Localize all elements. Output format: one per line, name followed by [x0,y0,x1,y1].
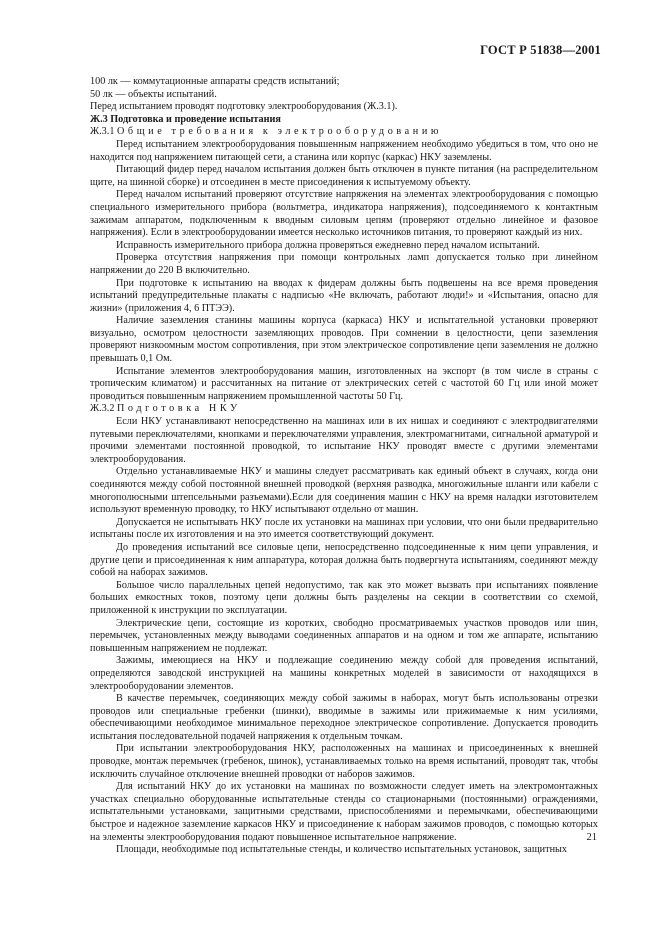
paragraph: Наличие заземления станины машины корпуса (каркаса) НКУ и испытательной установки проверяют визуально, осмотром целостности заземляющих проводов. При сомнении в целостности, цепи заземления проверяют низкоомным мостом сопротивления, при этом электрическое сопротивление цепи заземления не должно превышать 0,1 Ом. [90,315,598,365]
document-header: ГОСТ Р 51838—2001 [480,43,601,57]
paragraph: Если НКУ устанавливают непосредственно на машинах или в их нишах и соединяют с электродвигателями путевыми переключателями, кнопками и переключателями управления, электромагнитами, сигнальной арматурой и прочими элементами постоянной проводкой, то испытание НКУ проводят вместе с другими элементами электрооборудования. [90,416,598,465]
subsection-number: Ж.3.1 [90,126,117,138]
subsection-heading [90,126,598,139]
paragraph: Перед испытанием проводят подготовку электрооборудования (Ж.3.1). [90,101,398,113]
subsection-number: Ж.3.2 [90,403,117,415]
paragraph: В качестве перемычек, соединяющих между собой зажимы в наборах, могут быть использованы отрезки проводов или специальные гребенки (шинки), вводимые в зажимы или прижимаемые к ним усилиями, обеспечивающими необходимое минимальное переходное электрическое сопротивление. Допускается проводить испытания последовательной подачей напряжения к отдельным точкам. [90,693,598,742]
subsection-title: Подготовка НКУ [116,403,241,415]
section-heading: Ж.3 Подготовка и проведение испытания [90,113,281,125]
subsection-title: Общие требования к электрооборудованию [116,126,443,138]
paragraph: Площади, необходимые под испытательные стенды, и количество испытательных установок, защитных [116,844,567,856]
paragraph: Питающий фидер перед началом испытания должен быть отключен в пункте питания (на распределительном щите, на шинной сборке) и отсоединен в месте присоединения к испытуемому объекту. [90,164,598,188]
paragraph: Для испытаний НКУ до их установки на машинах по возможности следует иметь на электромонтажных участках специально оборудованные испытательные стенды со стационарными (постоянными) ограждениями, испытательными установками, защитными средствами, приспособлениями и перемычками, обеспечивающими быстрое и надежное заземление каркасов НКУ и присоединение к наборам зажимов проводов, с помощью которых на элементы электрооборудования подают повышенное испытательное напряжение. [90,781,598,843]
subsection-heading [90,403,598,416]
paragraph: При испытании электрооборудования НКУ, расположенных на машинах и присоединенных к внешней проводке, монтаж перемычек (гребенок, шинок), устанавливаемых только на время испытаний, проводят так, чтобы исключить случайное отключение внешней проводки от наборов зажимов. [90,743,598,780]
paragraph: Испытание элементов электрооборудования машин, изготовленных на экспорт (в том числе в страны с тропическим климатом) и рассчитанных на питание от электрических сетей с частотой 60 Гц или иной может проводиться повышенным напряжением промышленной частоты 50 Гц. [90,365,598,402]
paragraph: Допускается не испытывать НКУ после их установки на машинах при условии, что они были предварительно испытаны после их изготовления и на это имеется соответствующий документ. [90,516,598,541]
paragraph: Отдельно устанавливаемые НКУ и машины следует рассматривать как единый объект в случаях, когда они соединяются между собой постоянной внешней проводкой (верхняя разводка, многожильные шланги или кабели с многополюсными штепсельными разъемами).Если для соединения машин с НКУ на время наладки изготовителем используют временную проводку, то НКУ испытывают отдельно от машин. [90,466,598,516]
document-body [90,76,598,857]
paragraph: 100 лк — коммутационные аппараты средств испытаний; [90,76,340,87]
paragraph: Зажимы, имеющиеся на НКУ и подлежащие соединению между собой для проведения испытаний, определяются заводской инструкцией на машины конкретных моделей в зависимости от находящихся в электрооборудовании элементов. [90,655,598,692]
paragraph: 50 лк — объекты испытаний. [90,88,217,100]
paragraph: Электрические цепи, состоящие из коротких, свободно просматриваемых участков проводов или шин, перемычек, установленных между выводами соединенных аппаратов и на одном и том же аппарате, испытанию повышенным напряжением не подлежат. [90,617,598,654]
paragraph: Перед началом испытаний проверяют отсутствие напряжения на элементах электрооборудования с помощью специального измерительного прибора (вольтметра, индикатора напряжения), подсоединяемого к контактным зажимам аппаратом, подключенным к вводным силовым цепям (проверяют отдельно линейное и фазовое напряжения). Если в электрооборудовании имеется несколько источников питания, то проверяют каждый из них. [90,189,598,239]
paragraph: Исправность измерительного прибора должна проверяться ежедневно перед началом испытаний. [116,239,540,251]
paragraph: Перед испытанием электрооборудования повышенным напряжением необходимо убедиться в том, что оно не находится под напряжением питающей сети, а станина или корпус (каркас) НКУ заземлены. [90,138,598,163]
paragraph: Большое число параллельных цепей недопустимо, так как это может вызвать при испытаниях появление больших емкостных токов, поэтому цепи должны быть разделены на секции в соответствии со схемой, приложенной к инструкции по эксплуатации. [90,579,598,616]
paragraph: До проведения испытаний все силовые цепи, непосредственно подсоединенные к ним цепи управления, и другие цепи и присоединенная к ним аппаратура, которая должна быть подвергнута испытаниям, соединяют между собой на наборах зажимов. [90,541,598,579]
paragraph: Проверка отсутствия напряжения при помощи контрольных ламп допускается только при линейном напряжении до 220 В включительно. [90,252,598,276]
paragraph: При подготовке к испытанию на вводах к фидерам должны быть подвешены на все время проведения испытаний предупредительные плакаты с надписью «Не включать, работают люди!» и «Испытания, опасно для жизни» (приложения 4, 6 ПТЭЭ). [90,277,598,314]
page-number: 21 [586,832,597,843]
